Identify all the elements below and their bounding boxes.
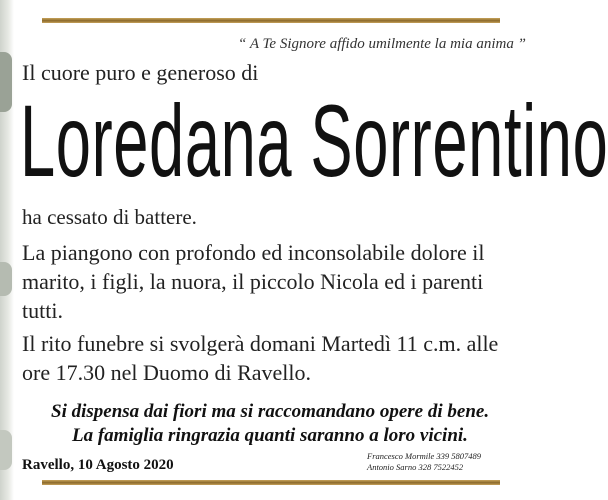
body-line-3: marito, i figli, la nuora, il piccolo Nicola ed i parenti <box>22 269 484 294</box>
body-line-6: ore 17.30 nel Duomo di Ravello. <box>22 360 312 385</box>
closing-line-1: Si dispensa dai fiori ma si raccomandano opere di bene. <box>51 401 490 422</box>
contact-line-2: Antonio Sarno 328 7522452 <box>367 462 464 472</box>
body-line-2: La piangono con profondo ed inconsolabile dolore il <box>22 240 485 265</box>
closing-line-2: La famiglia ringrazia quanti saranno a loro vicini. <box>72 425 468 446</box>
body-line-4: tutti. <box>22 298 63 323</box>
deceased-name: Loredana Sorrentino <box>20 84 608 198</box>
intro-line: Il cuore puro e generoso di <box>22 60 259 85</box>
body-line-1: ha cessato di battere. <box>22 205 197 229</box>
top-gold-rule <box>42 18 500 23</box>
photo-edge-shadow-bottom <box>0 430 12 470</box>
contact-line-1: Francesco Mormile 339 5807489 <box>367 451 482 461</box>
prayer-quote: “ A Te Signore affido umilmente la mia anima ” <box>238 36 526 52</box>
photo-edge-shadow-top <box>0 52 12 112</box>
photo-edge-shadow-middle <box>0 262 12 296</box>
place-and-date: Ravello, 10 Agosto 2020 <box>22 457 174 473</box>
bottom-gold-rule <box>42 480 500 485</box>
body-line-5: Il rito funebre si svolgerà domani Martedì 11 c.m. alle <box>22 331 499 356</box>
